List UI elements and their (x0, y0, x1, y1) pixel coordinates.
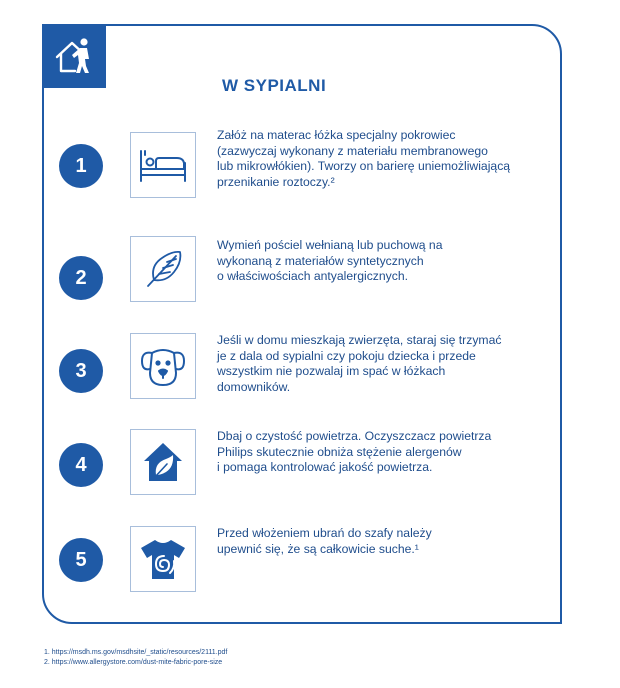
step-number: 4 (59, 443, 103, 487)
step-number: 2 (59, 256, 103, 300)
icon-box (130, 132, 196, 198)
item-text: Wymień pościel wełnianą lub puchową na wykonaną z materiałów syntetycznych o właściwościach antyalergicznych. (217, 238, 443, 283)
house-child-icon (51, 33, 97, 79)
footnote[interactable]: 1. https://msdh.ms.gov/msdhsite/_static/resources/2111.pdf (44, 649, 228, 656)
house-leaf-icon (140, 439, 186, 485)
feather-icon (140, 246, 186, 292)
item-text: Załóż na materac łóżka specjalny pokrowiec (zazwyczaj wykonany z materiału membranowego lub mikrowłókien). Tworzy on barierę uniemożliwiającą przenikanie roztoczy.² (217, 128, 511, 189)
step-number: 3 (59, 349, 103, 393)
icon-box (130, 429, 196, 495)
step-number: 1 (59, 144, 103, 188)
step-number: 5 (59, 538, 103, 582)
bed-icon (137, 145, 189, 185)
list-item (0, 236, 620, 306)
item-text: Jeśli w domu mieszkają zwierzęta, staraj się trzymać je z dala od sypialni czy pokoju dziecka i przede wszystkim nie pozwalaj im spać w łóżkach domowników. (217, 333, 502, 394)
list-item (0, 128, 620, 202)
corner-badge (42, 24, 106, 88)
list-item (0, 526, 620, 596)
icon-box (130, 526, 196, 592)
item-text: Przed włożeniem ubrań do szafy należy upewnić się, że są całkowicie suche.¹ (217, 526, 432, 556)
icon-box (130, 236, 196, 302)
tshirt-swirl-icon (139, 536, 187, 582)
list-item (0, 333, 620, 403)
dog-icon (138, 343, 188, 389)
list-item (0, 429, 620, 499)
item-text: Dbaj o czystość powietrza. Oczyszczacz powietrza Philips skutecznie obniża stężenie alergenów i pomaga kontrolować jakość powietrza. (217, 429, 492, 474)
footnote[interactable]: 2. https://www.allergystore.com/dust-mite-fabric-pore-size (44, 659, 223, 666)
footnotes (44, 648, 227, 668)
page-title: W SYPIALNI (222, 76, 327, 95)
icon-box (130, 333, 196, 399)
